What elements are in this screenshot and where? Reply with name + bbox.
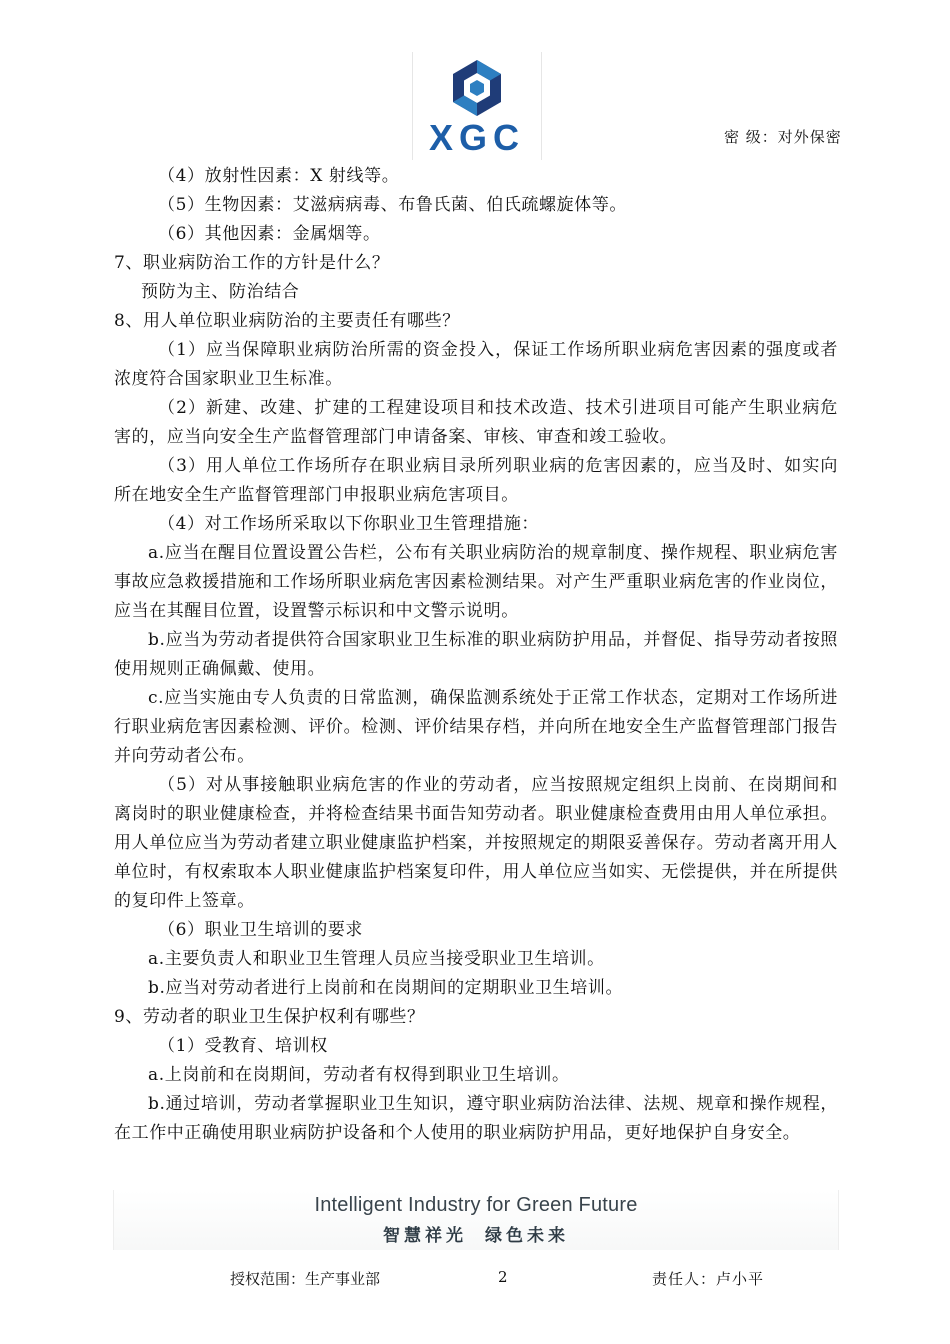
page-number: 2 — [498, 1268, 508, 1286]
company-logo — [412, 52, 542, 160]
slogan-chinese-part1: 智慧祥光 — [383, 1226, 467, 1246]
paragraph: （1）应当保障职业病防治所需的资金投入，保证工作场所职业病危害因素的强度或者浓度符合国家职业卫生标准。 — [114, 340, 838, 389]
secrecy-level: 密 级：对外保密 — [724, 128, 842, 146]
paragraph: （5）生物因素：艾滋病病毒、布鲁氏菌、伯氏疏螺旋体等。 — [158, 195, 628, 215]
paragraph: a.上岗前和在岗期间，劳动者有权得到职业卫生培训。 — [148, 1065, 570, 1085]
slogan-chinese-part2: 绿色未来 — [485, 1226, 569, 1246]
logo-text: XGC — [428, 117, 526, 158]
paragraph: （6）其他因素：金属烟等。 — [158, 224, 381, 244]
paragraph: a.应当在醒目位置设置公告栏，公布有关职业病防治的规章制度、操作规程、职业病危害事故应急救援措施和工作场所职业病危害因素检测结果。对产生严重职业病危害的作业岗位，应当在其醒目位置，设置警示标识和中文警示说明。 — [114, 543, 838, 621]
paragraph: 预防为主、防治结合 — [141, 282, 300, 302]
paragraph: b.应当对劳动者进行上岗前和在岗期间的定期职业卫生培训。 — [148, 978, 624, 998]
paragraph: a.主要负责人和职业卫生管理人员应当接受职业卫生培训。 — [148, 949, 605, 969]
paragraph: （3）用人单位工作场所存在职业病目录所列职业病的危害因素的，应当及时、如实向所在地安全生产监督管理部门申报职业病危害项目。 — [114, 456, 838, 505]
logo-graphic — [413, 52, 541, 160]
paragraph: （1）受教育、培训权 — [158, 1036, 328, 1056]
authorization-scope: 授权范围：生产事业部 — [230, 1270, 381, 1288]
paragraph: 9、劳动者的职业卫生保护权利有哪些？ — [114, 1007, 425, 1027]
paragraph: 7、职业病防治工作的方针是什么？ — [114, 253, 390, 273]
paragraph: （4）对工作场所采取以下你职业卫生管理措施： — [158, 514, 540, 534]
paragraph: 8、用人单位职业病防治的主要责任有哪些？ — [114, 311, 460, 331]
paragraph: c.应当实施由专人负责的日常监测，确保监测系统处于正常工作状态，定期对工作场所进行职业病危害因素检测、评价。检测、评价结果存档，并向所在地安全生产监督管理部门报告并向劳动者公布。 — [114, 688, 838, 766]
document-body — [114, 162, 838, 1148]
paragraph: b.通过培训，劳动者掌握职业卫生知识，遵守职业病防治法律、法规、规章和操作规程，在工作中正确使用职业病防护设备和个人使用的职业病防护用品，更好地保护自身安全。 — [114, 1094, 838, 1143]
paragraph: （4）放射性因素：X 射线等。 — [158, 166, 400, 186]
responsible-person: 责任人：卢小平 — [652, 1270, 765, 1288]
paragraph: （6）职业卫生培训的要求 — [158, 920, 364, 940]
paragraph: （2）新建、改建、扩建的工程建设项目和技术改造、技术引进项目可能产生职业病危害的，应当向安全生产监督管理部门申请备案、审核、审查和竣工验收。 — [114, 398, 838, 447]
slogan-english: Intelligent Industry for Green Future — [314, 1194, 638, 1216]
paragraph: （5）对从事接触职业病危害的作业的劳动者，应当按照规定组织上岗前、在岗期间和离岗时的职业健康检查，并将检查结果书面告知劳动者。职业健康检查费用由用人单位承担。用人单位应当为劳动者建立职业健康监护档案，并按照规定的期限妥善保存。劳动者离开用人单位时，有权索取本人职业健康监护档案复印件，用人单位应当如实、无偿提供，并在所提供的复印件上签章。 — [114, 775, 838, 911]
slogan-chinese — [114, 1221, 838, 1246]
slogan-banner — [113, 1190, 839, 1250]
paragraph: b.应当为劳动者提供符合国家职业卫生标准的职业病防护用品，并督促、指导劳动者按照使用规则正确佩戴、使用。 — [114, 630, 838, 679]
